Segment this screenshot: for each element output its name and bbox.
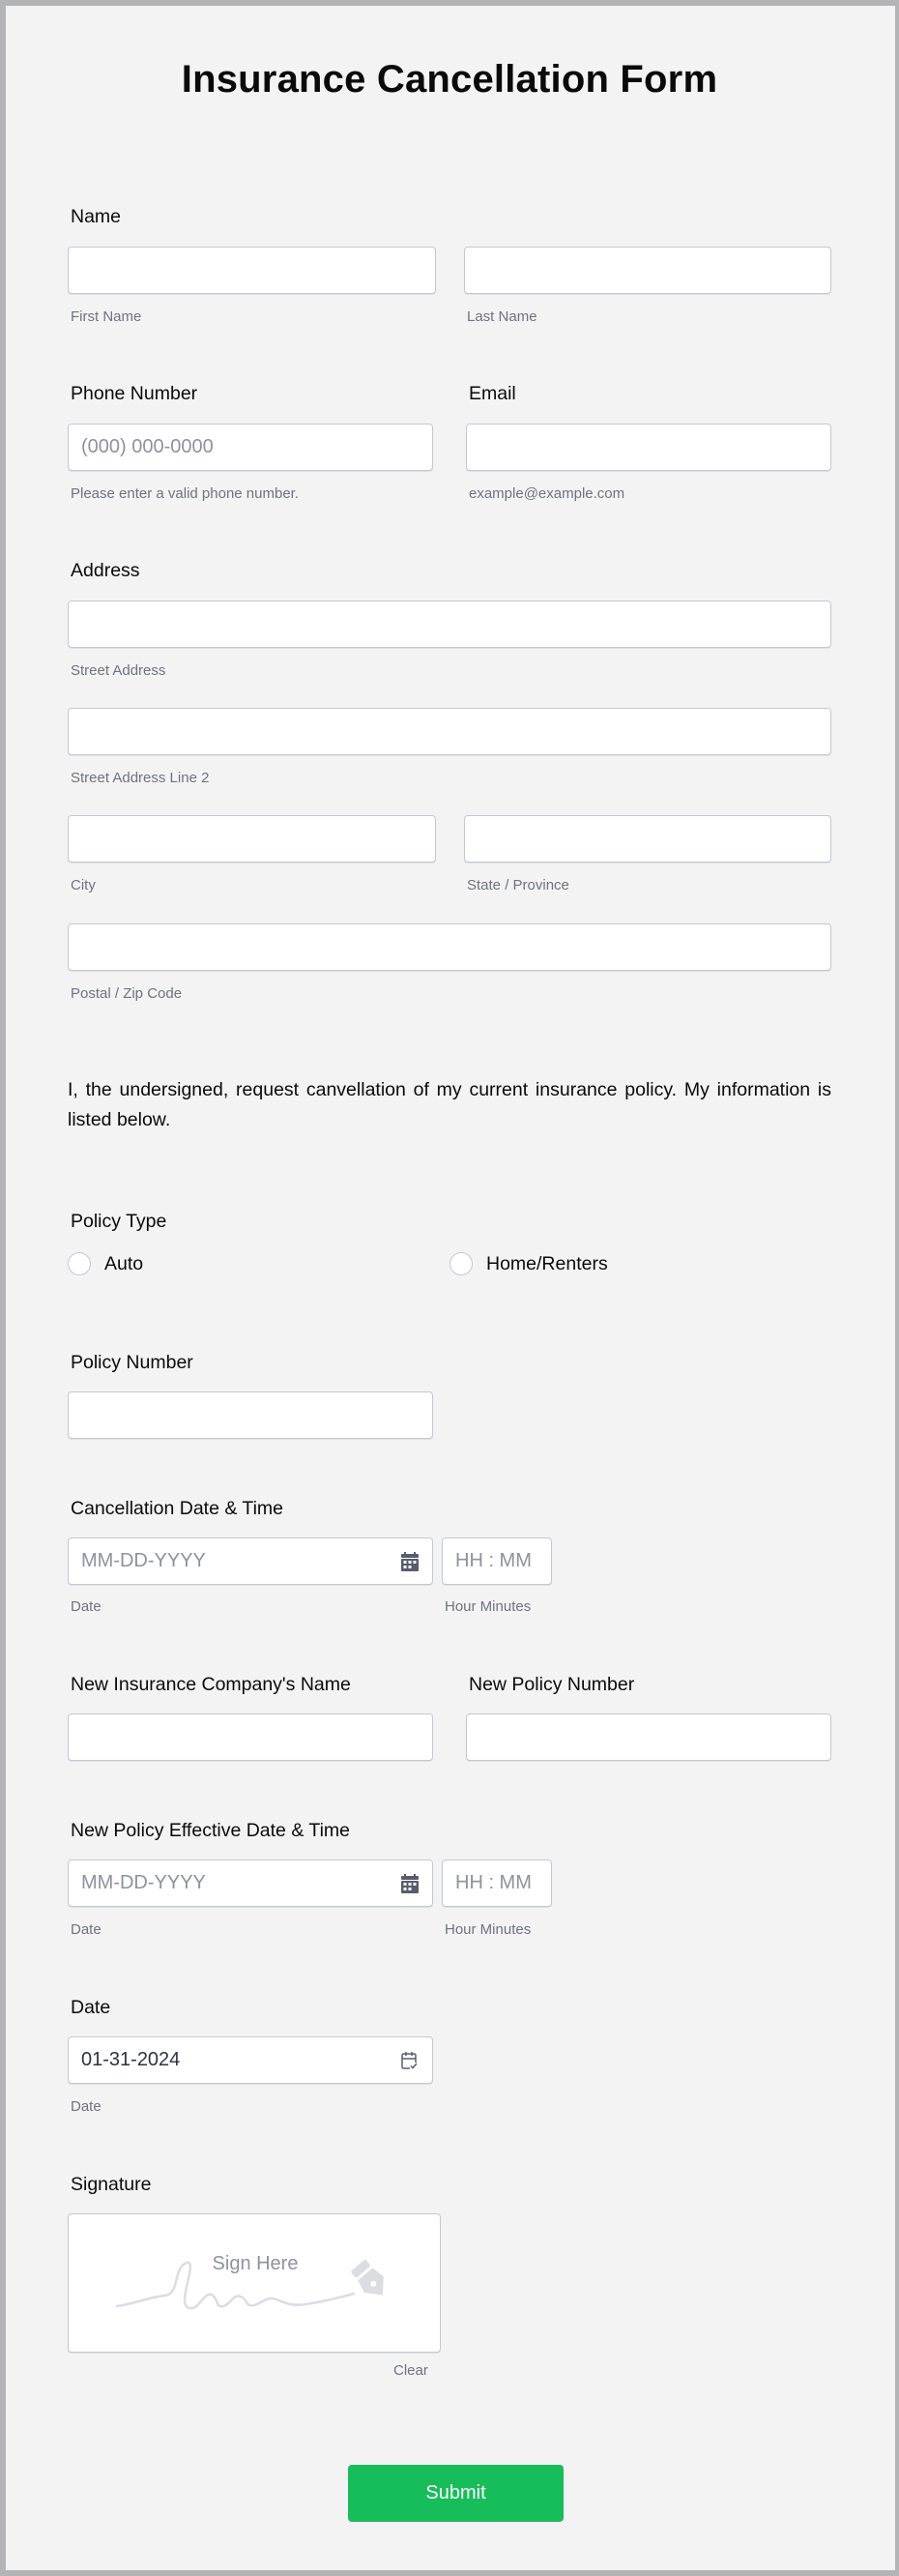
phone-label: Phone Number xyxy=(71,383,198,404)
submit-button[interactable]: Submit xyxy=(348,2465,564,2522)
radio-label-home-renters: Home/Renters xyxy=(486,1252,608,1274)
radio-label-auto: Auto xyxy=(104,1252,144,1274)
date-sublabel: Date xyxy=(71,2098,102,2115)
new-company-input[interactable] xyxy=(68,1713,433,1761)
cancellation-time-sublabel: Hour Minutes xyxy=(445,1598,532,1615)
state-sublabel: State / Province xyxy=(467,877,569,893)
new-effective-time-input[interactable] xyxy=(442,1859,552,1907)
calendar-icon[interactable] xyxy=(401,1874,419,1893)
sign-here-placeholder: Sign Here xyxy=(212,2253,299,2274)
new-effective-date-sublabel: Date xyxy=(71,1921,102,1938)
last-name-sublabel: Last Name xyxy=(467,308,537,325)
cancellation-date-input[interactable] xyxy=(68,1537,433,1585)
phone-sublabel: Please enter a valid phone number. xyxy=(71,485,299,502)
street-address-line2-input[interactable] xyxy=(68,708,831,755)
cancellation-time-placeholder: HH : MM xyxy=(455,1550,532,1571)
radio-button-auto[interactable] xyxy=(68,1252,91,1275)
radio-button-home-renters[interactable] xyxy=(450,1252,473,1275)
last-name-input[interactable] xyxy=(464,247,831,294)
calendar-check-icon[interactable] xyxy=(401,2051,419,2070)
cancellation-statement: I, the undersigned, request canvellation of my current insurance policy. My information is listed below. xyxy=(68,1079,831,1130)
new-company-label: New Insurance Company's Name xyxy=(71,1674,351,1695)
date-value: 01-31-2024 xyxy=(81,2049,181,2070)
date-input[interactable] xyxy=(68,2036,433,2084)
new-effective-date-input[interactable] xyxy=(68,1859,433,1907)
radio-option-home-renters[interactable] xyxy=(450,1252,608,1275)
name-label: Name xyxy=(71,206,122,227)
street-address-line2-sublabel: Street Address Line 2 xyxy=(71,770,210,786)
new-effective-time-placeholder: HH : MM xyxy=(455,1872,532,1893)
first-name-input[interactable] xyxy=(68,247,436,294)
policy-type-label: Policy Type xyxy=(71,1211,167,1232)
city-sublabel: City xyxy=(71,877,96,893)
radio-option-auto[interactable] xyxy=(68,1252,143,1275)
street-address-sublabel: Street Address xyxy=(71,662,166,679)
form-title: Insurance Cancellation Form xyxy=(181,58,718,101)
state-input[interactable] xyxy=(464,815,831,863)
new-effective-datetime-label: New Policy Effective Date & Time xyxy=(71,1820,350,1841)
signature-pen-icon xyxy=(69,2214,442,2354)
signature-label: Signature xyxy=(71,2174,152,2195)
new-policy-number-label: New Policy Number xyxy=(469,1674,635,1695)
calendar-icon[interactable] xyxy=(401,1552,419,1571)
email-sublabel: example@example.com xyxy=(469,485,625,502)
policy-number-label: Policy Number xyxy=(71,1352,193,1373)
phone-input[interactable] xyxy=(68,424,433,471)
postal-code-input[interactable] xyxy=(68,923,831,971)
new-effective-time-sublabel: Hour Minutes xyxy=(445,1921,532,1938)
new-policy-number-input[interactable] xyxy=(466,1713,831,1761)
cancellation-datetime-label: Cancellation Date & Time xyxy=(71,1498,284,1519)
date-label: Date xyxy=(71,1997,111,2018)
new-effective-date-placeholder: MM-DD-YYYY xyxy=(81,1872,206,1893)
clear-signature-button[interactable]: Clear xyxy=(393,2362,428,2379)
postal-code-sublabel: Postal / Zip Code xyxy=(71,985,183,1002)
street-address-input[interactable] xyxy=(68,600,831,648)
cancellation-date-sublabel: Date xyxy=(71,1598,102,1615)
email-input[interactable] xyxy=(466,424,831,471)
signature-pad[interactable] xyxy=(68,2213,441,2353)
policy-number-input[interactable] xyxy=(68,1391,433,1439)
cancellation-time-input[interactable] xyxy=(442,1537,552,1585)
city-input[interactable] xyxy=(68,815,436,863)
phone-placeholder: (000) 000-0000 xyxy=(81,436,214,457)
address-label: Address xyxy=(71,560,140,581)
email-label: Email xyxy=(469,383,516,404)
first-name-sublabel: First Name xyxy=(71,308,142,325)
cancellation-date-placeholder: MM-DD-YYYY xyxy=(81,1550,206,1571)
